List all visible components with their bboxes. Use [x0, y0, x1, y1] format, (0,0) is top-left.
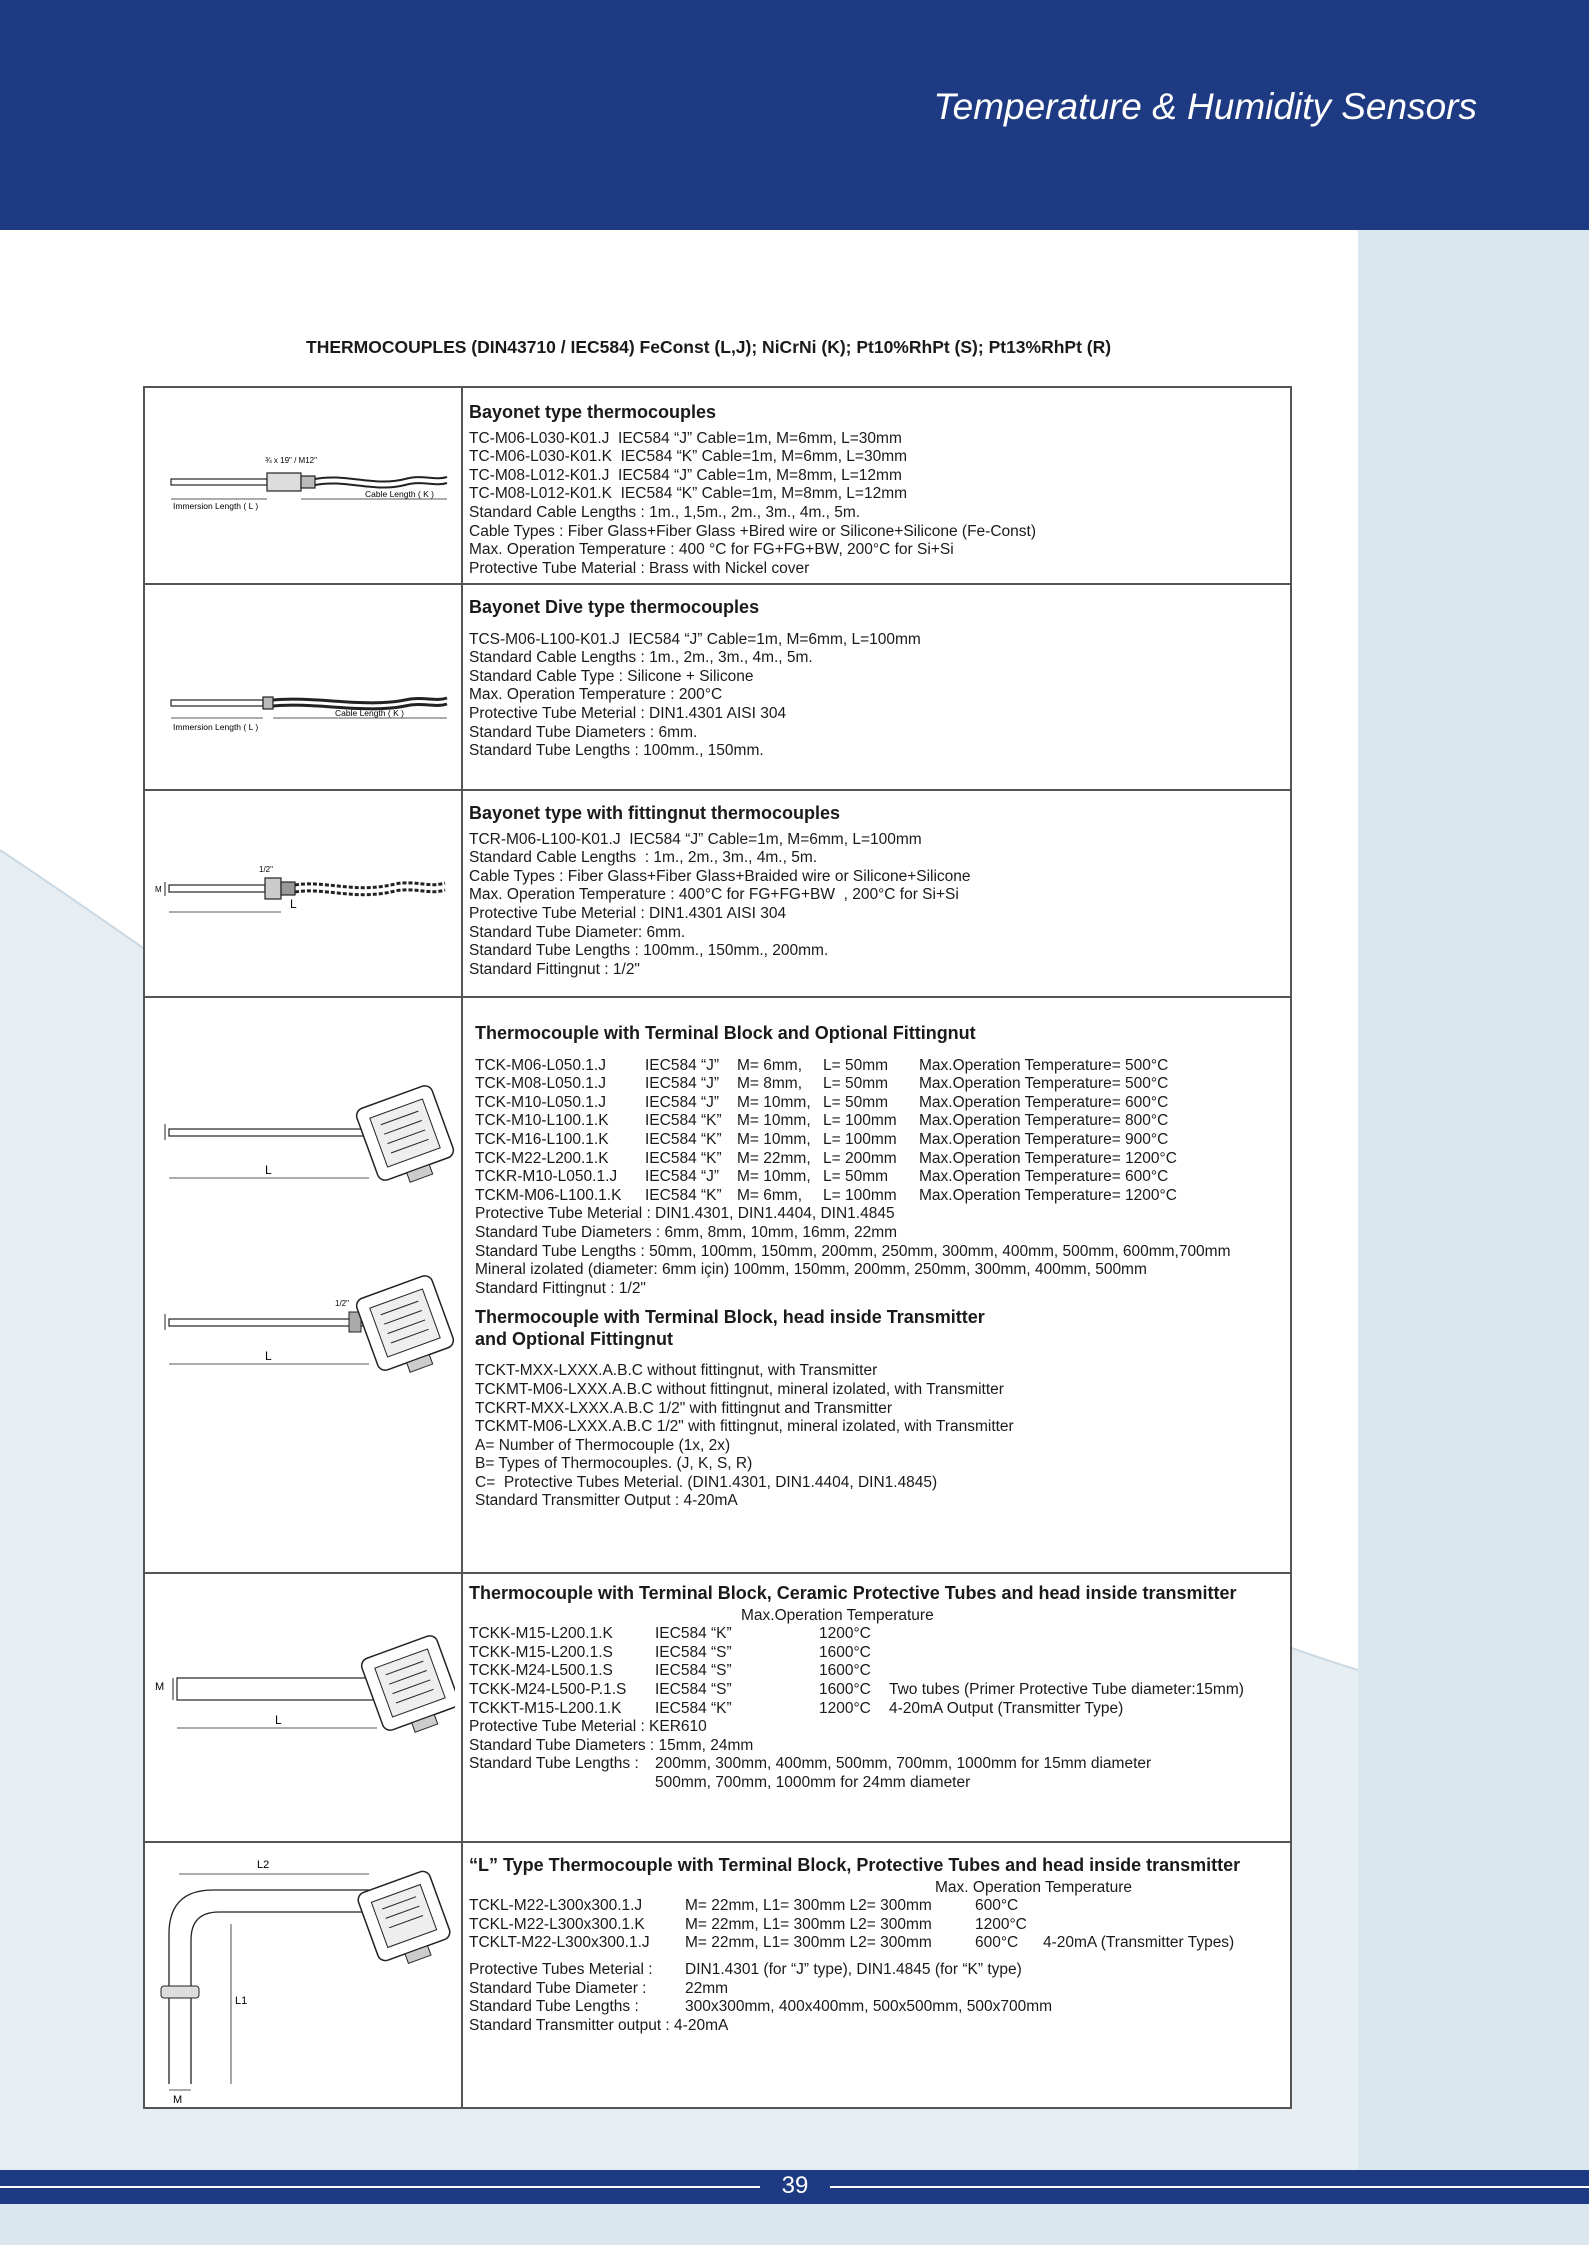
spec-line: Standard Tube Lengths : 100mm., 150mm. [469, 742, 764, 760]
spec-label: Standard Transmitter output : 4-20mA [469, 2016, 729, 2034]
thread-label: ¾ x 19" / M12" [265, 456, 317, 465]
temp-cell: Max.Operation Temperature= 500°C [919, 1056, 1169, 1074]
column-header: Max.Operation Temperature [741, 1606, 934, 1624]
spec-line: Standard Tube Lengths : 50mm, 100mm, 150mm, 200mm, 250mm, 300mm, 400mm, 500mm, 600mm,700mm [475, 1242, 1231, 1260]
spec-line: Protective Tube Meterial : DIN1.4301 AISI 304 [469, 904, 787, 922]
type-cell: IEC584 “J” [645, 1075, 720, 1093]
page-number: 39 [781, 2172, 809, 2199]
table-row [469, 1897, 1289, 1916]
table-row [475, 1075, 1275, 1094]
dimensions-cell: M= 22mm, L1= 300mm L2= 300mm [685, 1934, 932, 1952]
model-code: TCK-M08-L050.1.J [475, 1075, 606, 1093]
m-cell: M= 6mm, [737, 1186, 803, 1204]
immersion-length-label: Immersion Length ( L ) [173, 722, 259, 732]
spec-line: TCKRT-MXX-LXXX.A.B.C 1/2" with fittingnut and Transmitter [475, 1399, 892, 1417]
temp-cell: 1200°C [975, 1915, 1027, 1933]
section-title: Bayonet type thermocouples [469, 402, 717, 422]
spec-line: Standard Cable Type : Silicone + Silicone [469, 667, 754, 685]
model-code: TCKM-M06-L100.1.K [475, 1186, 622, 1204]
section-title: Bayonet type with fittingnut thermocouples [469, 803, 841, 823]
model-code: TCK-M10-L050.1.J [475, 1093, 606, 1111]
temp-cell: 1600°C [819, 1643, 871, 1661]
spec-line: Cable Types : Fiber Glass+Fiber Glass +Bired wire or Silicone+Silicone (Fe-Const) [469, 522, 1036, 540]
type-cell: IEC584 “J” [645, 1168, 720, 1186]
spec-line: TC-M06-L030-K01.K IEC584 “K” Cable=1m, M=6mm, L=30mm [469, 448, 908, 466]
type-cell: IEC584 “J” [645, 1056, 720, 1074]
dimensions-cell: M= 22mm, L1= 300mm L2= 300mm [685, 1897, 932, 1915]
spec-line: TC-M08-L012-K01.J IEC584 “J” Cable=1m, M=8mm, L=12mm [469, 466, 902, 484]
spec-line: Standard Tube Diameters : 15mm, 24mm [469, 1736, 754, 1754]
spec-line: TCKMT-M06-LXXX.A.B.C without fittingnut, mineral izolated, with Transmitter [475, 1380, 1004, 1398]
column-divider [461, 388, 463, 2107]
l-cell: L= 100mm [823, 1130, 897, 1148]
dimensions-cell: M= 22mm, L1= 300mm L2= 300mm [685, 1915, 932, 1933]
table-row [469, 1934, 1289, 1953]
table-row [475, 1112, 1275, 1131]
dive-thermocouple-drawing [165, 688, 455, 748]
model-code: TCKK-M15-L200.1.S [469, 1643, 613, 1661]
type-cell: IEC584 “K” [655, 1699, 732, 1717]
type-cell: IEC584 “S” [655, 1680, 732, 1698]
section-heading: THERMOCOUPLES (DIN43710 / IEC584) FeConst (L,J); NiCrNi (K); Pt10%RhPt (S); Pt13%RhPt (R) [306, 337, 1112, 357]
section-l-type [469, 1856, 1289, 2035]
l-label: L [290, 897, 297, 911]
spec-value: 300x300mm, 400x400mm, 500x500mm, 500x700mm [685, 1998, 1053, 2016]
l2-label: L2 [257, 1859, 270, 1871]
temp-cell: 1200°C [819, 1625, 871, 1643]
spec-line: Standard Fittingnut : 1/2" [475, 1279, 646, 1297]
l-type-thermocouple-drawing [149, 1854, 459, 2104]
spec-line: Standard Tube Diameters : 6mm. [469, 723, 698, 741]
spec-line: Protective Tube Meterial : DIN1.4301, DIN1.4404, DIN1.4845 [475, 1205, 895, 1223]
spec-line [469, 1998, 1289, 2017]
table-row [469, 1662, 1289, 1681]
cable-length-label: Cable Length ( K ) [335, 708, 404, 718]
type-cell: IEC584 “K” [645, 1186, 722, 1204]
spec-line: TC-M08-L012-K01.K IEC584 “K” Cable=1m, M=8mm, L=12mm [469, 485, 908, 503]
table-row [475, 1168, 1275, 1187]
m-label: M [155, 1681, 165, 1693]
m-cell: M= 10mm, [737, 1168, 811, 1186]
page-title: Temperature & Humidity Sensors [933, 86, 1477, 127]
m-cell: M= 22mm, [737, 1149, 811, 1167]
section-title: Bayonet Dive type thermocouples [469, 597, 760, 617]
fittingnut-thermocouple-drawing [155, 858, 455, 938]
table-row [469, 1681, 1289, 1700]
fitting-label: 1/2" [259, 865, 273, 874]
spec-value: 22mm [685, 1979, 729, 1997]
table-row [475, 1094, 1275, 1113]
spec-line: Standard Fittingnut : 1/2" [469, 960, 640, 978]
spec-line: Protective Tube Material : Brass with Nickel cover [469, 559, 810, 577]
table-row [475, 1131, 1275, 1150]
l-label: L [265, 1163, 272, 1177]
spec-line: Standard Tube Diameters : 6mm, 8mm, 10mm, 16mm, 22mm [475, 1223, 898, 1241]
table-row [469, 1700, 1289, 1719]
column-header: Max. Operation Temperature [935, 1878, 1133, 1896]
l-cell: L= 100mm [823, 1186, 897, 1204]
type-cell: IEC584 “K” [645, 1149, 722, 1167]
l-cell: L= 50mm [823, 1075, 889, 1093]
section-bayonet-dive [469, 598, 921, 761]
section-title: Thermocouple with Terminal Block, Ceramic Protective Tubes and head inside transmitter [469, 1583, 1237, 1603]
header-band [0, 0, 1589, 230]
spec-value: 500mm, 700mm, 1000mm for 24mm diameter [655, 1773, 971, 1791]
fitting-label: 1/2" [335, 1299, 349, 1308]
spec-line: TCKMT-M06-LXXX.A.B.C 1/2" with fittingnut, mineral izolated, with Transmitter [475, 1418, 1014, 1436]
section-title: Thermocouple with Terminal Block and Optional Fittingnut [475, 1023, 976, 1043]
section-bayonet-fittingnut [469, 804, 971, 979]
terminal-block-thermocouple-drawing [155, 1078, 455, 1198]
temp-cell: 1600°C [819, 1662, 871, 1680]
spec-line: Standard Cable Lengths : 1m., 2m., 3m., 4m., 5m. [469, 649, 813, 667]
model-table [475, 1057, 1275, 1206]
spec-label: Standard Tube Lengths : [469, 1755, 639, 1773]
spec-label: Standard Tube Lengths : [469, 1998, 639, 2016]
type-cell: IEC584 “S” [655, 1662, 732, 1680]
terminal-block-fittingnut-drawing [155, 1268, 455, 1388]
spec-line [469, 2017, 1289, 2036]
ceramic-thermocouple-drawing [155, 1628, 455, 1768]
row-divider [145, 583, 1290, 585]
spec-label: Standard Tube Diameter : [469, 1979, 647, 1997]
row-divider [145, 789, 1290, 791]
model-code: TCK-M10-L100.1.K [475, 1112, 609, 1130]
spec-line: Standard Cable Lengths : 1m., 2m., 3m., 4m., 5m. [469, 849, 818, 867]
spec-line: Mineral izolated (diameter: 6mm için) 100mm, 150mm, 200mm, 250mm, 300mm, 400mm, 500mm [475, 1261, 1147, 1279]
temp-cell: 1600°C [819, 1680, 871, 1698]
spec-line: Standard Tube Diameter: 6mm. [469, 923, 686, 941]
type-cell: IEC584 “J” [645, 1093, 720, 1111]
note-cell: Two tubes (Primer Protective Tube diameter:15mm) [889, 1680, 1244, 1698]
spec-value: DIN1.4301 (for “J” type), DIN1.4845 (for “K” type) [685, 1960, 1022, 1978]
spec-line: Cable Types : Fiber Glass+Fiber Glass+Braided wire or Silicone+Silicone [469, 867, 971, 885]
temp-cell: 600°C [975, 1897, 1019, 1915]
spec-line: Standard Cable Lengths : 1m., 1,5m., 2m., 3m., 4m., 5m. [469, 503, 861, 521]
l-cell: L= 50mm [823, 1056, 889, 1074]
spec-line [469, 1980, 1289, 1999]
temp-cell: Max.Operation Temperature= 1200°C [919, 1186, 1177, 1204]
spec-label: Protective Tubes Meterial : [469, 1960, 653, 1978]
note-cell: 4-20mA Output (Transmitter Type) [889, 1699, 1124, 1717]
section-terminal-block [475, 1024, 1275, 1511]
table-row [475, 1150, 1275, 1169]
spec-line: Protective Tube Meterial : DIN1.4301 AISI 304 [469, 704, 787, 722]
spec-line: TCS-M06-L100-K01.J IEC584 “J” Cable=1m, M=6mm, L=100mm [469, 630, 921, 648]
l-cell: L= 200mm [823, 1149, 897, 1167]
footer-rule-right [830, 2186, 1589, 2188]
table-row [475, 1057, 1275, 1076]
cable-length-label: Cable Length ( K ) [365, 489, 434, 499]
model-code: TCKK-M24-L500.1.S [469, 1662, 613, 1680]
l1-label: L1 [235, 1995, 248, 2007]
row-divider [145, 1572, 1290, 1574]
spec-line: Standard Transmitter Output : 4-20mA [475, 1492, 738, 1510]
spec-line: TC-M06-L030-K01.J IEC584 “J” Cable=1m, M=6mm, L=30mm [469, 429, 902, 447]
spec-line: C= Protective Tubes Meterial. (DIN1.4301, DIN1.4404, DIN1.4845) [475, 1473, 938, 1491]
l-cell: L= 100mm [823, 1112, 897, 1130]
temp-cell: Max.Operation Temperature= 800°C [919, 1112, 1169, 1130]
l-label: L [265, 1349, 272, 1363]
model-code: TCKK-M24-L500-P.1.S [469, 1680, 627, 1698]
type-cell: IEC584 “S” [655, 1643, 732, 1661]
section-ceramic [469, 1584, 1289, 1793]
spec-value: 200mm, 300mm, 400mm, 500mm, 700mm, 1000mm for 15mm diameter [655, 1755, 1152, 1773]
table-row [469, 1625, 1289, 1644]
temp-cell: Max.Operation Temperature= 600°C [919, 1168, 1169, 1186]
spec-line: A= Number of Thermocouple (1x, 2x) [475, 1436, 731, 1454]
section-title: “L” Type Thermocouple with Terminal Block, Protective Tubes and head inside transmitter [469, 1855, 1241, 1875]
model-code: TCKR-M10-L050.1.J [475, 1168, 618, 1186]
spec-line: Protective Tube Meterial : KER610 [469, 1718, 707, 1736]
type-cell: IEC584 “K” [645, 1130, 722, 1148]
m-cell: M= 10mm, [737, 1130, 811, 1148]
spec-line: Max. Operation Temperature : 400 °C for FG+FG+BW, 200°C for Si+Si [469, 541, 954, 559]
m-cell: M= 10mm, [737, 1112, 811, 1130]
table-row [469, 1916, 1289, 1935]
table-row [469, 1644, 1289, 1663]
m-label: M [155, 885, 162, 894]
spec-line: TCR-M06-L100-K01.J IEC584 “J” Cable=1m, M=6mm, L=100mm [469, 830, 922, 848]
spec-line: Standard Tube Lengths : 100mm., 150mm., 200mm. [469, 942, 829, 960]
temp-cell: Max.Operation Temperature= 1200°C [919, 1149, 1177, 1167]
m-label: M [173, 2094, 183, 2104]
temp-cell: 600°C [975, 1934, 1019, 1952]
l-cell: L= 50mm [823, 1168, 889, 1186]
row-divider [145, 996, 1290, 998]
footer-decor [0, 2204, 1589, 2245]
model-code: TCKL-M22-L300x300.1.J [469, 1897, 643, 1915]
temp-cell: Max.Operation Temperature= 600°C [919, 1093, 1169, 1111]
model-code: TCKKT-M15-L200.1.K [469, 1699, 622, 1717]
type-cell: IEC584 “K” [645, 1112, 722, 1130]
m-cell: M= 6mm, [737, 1056, 803, 1074]
spec-line [469, 1755, 1289, 1774]
spec-line: Max. Operation Temperature : 200°C [469, 686, 723, 704]
temp-cell: Max.Operation Temperature= 900°C [919, 1130, 1169, 1148]
right-decor-strip [1358, 230, 1589, 2180]
product-table [143, 386, 1292, 2109]
row-divider [145, 1841, 1290, 1843]
spec-line [469, 1961, 1289, 1980]
l-cell: L= 50mm [823, 1093, 889, 1111]
spec-line: Max. Operation Temperature : 400°C for FG+FG+BW , 200°C for Si+Si [469, 886, 959, 904]
model-code: TCK-M06-L050.1.J [475, 1056, 606, 1074]
temp-cell: 1200°C [819, 1699, 871, 1717]
section-bayonet [469, 403, 1036, 578]
temp-cell: Max.Operation Temperature= 500°C [919, 1075, 1169, 1093]
footer-rule-left [0, 2186, 760, 2188]
model-code: TCK-M22-L200.1.K [475, 1149, 609, 1167]
model-code: TCK-M16-L100.1.K [475, 1130, 609, 1148]
immersion-length-label: Immersion Length ( L ) [173, 501, 259, 511]
table-row [475, 1187, 1275, 1206]
spec-line: TCKT-MXX-LXXX.A.B.C without fittingnut, with Transmitter [475, 1362, 878, 1380]
model-code: TCKLT-M22-L300x300.1.J [469, 1934, 650, 1952]
l-label: L [275, 1713, 282, 1727]
note-cell: 4-20mA (Transmitter Types) [1043, 1934, 1235, 1952]
bayonet-thermocouple-drawing [165, 443, 455, 523]
subsection-title: and Optional Fittingnut [475, 1329, 673, 1350]
m-cell: M= 10mm, [737, 1093, 811, 1111]
m-cell: M= 8mm, [737, 1075, 803, 1093]
type-cell: IEC584 “K” [655, 1625, 732, 1643]
subsection-title: Thermocouple with Terminal Block, head inside Transmitter [475, 1307, 985, 1328]
spec-line: B= Types of Thermocouples. (J, K, S, R) [475, 1455, 753, 1473]
model-code: TCKL-M22-L300x300.1.K [469, 1915, 645, 1933]
model-code: TCKK-M15-L200.1.K [469, 1625, 613, 1643]
